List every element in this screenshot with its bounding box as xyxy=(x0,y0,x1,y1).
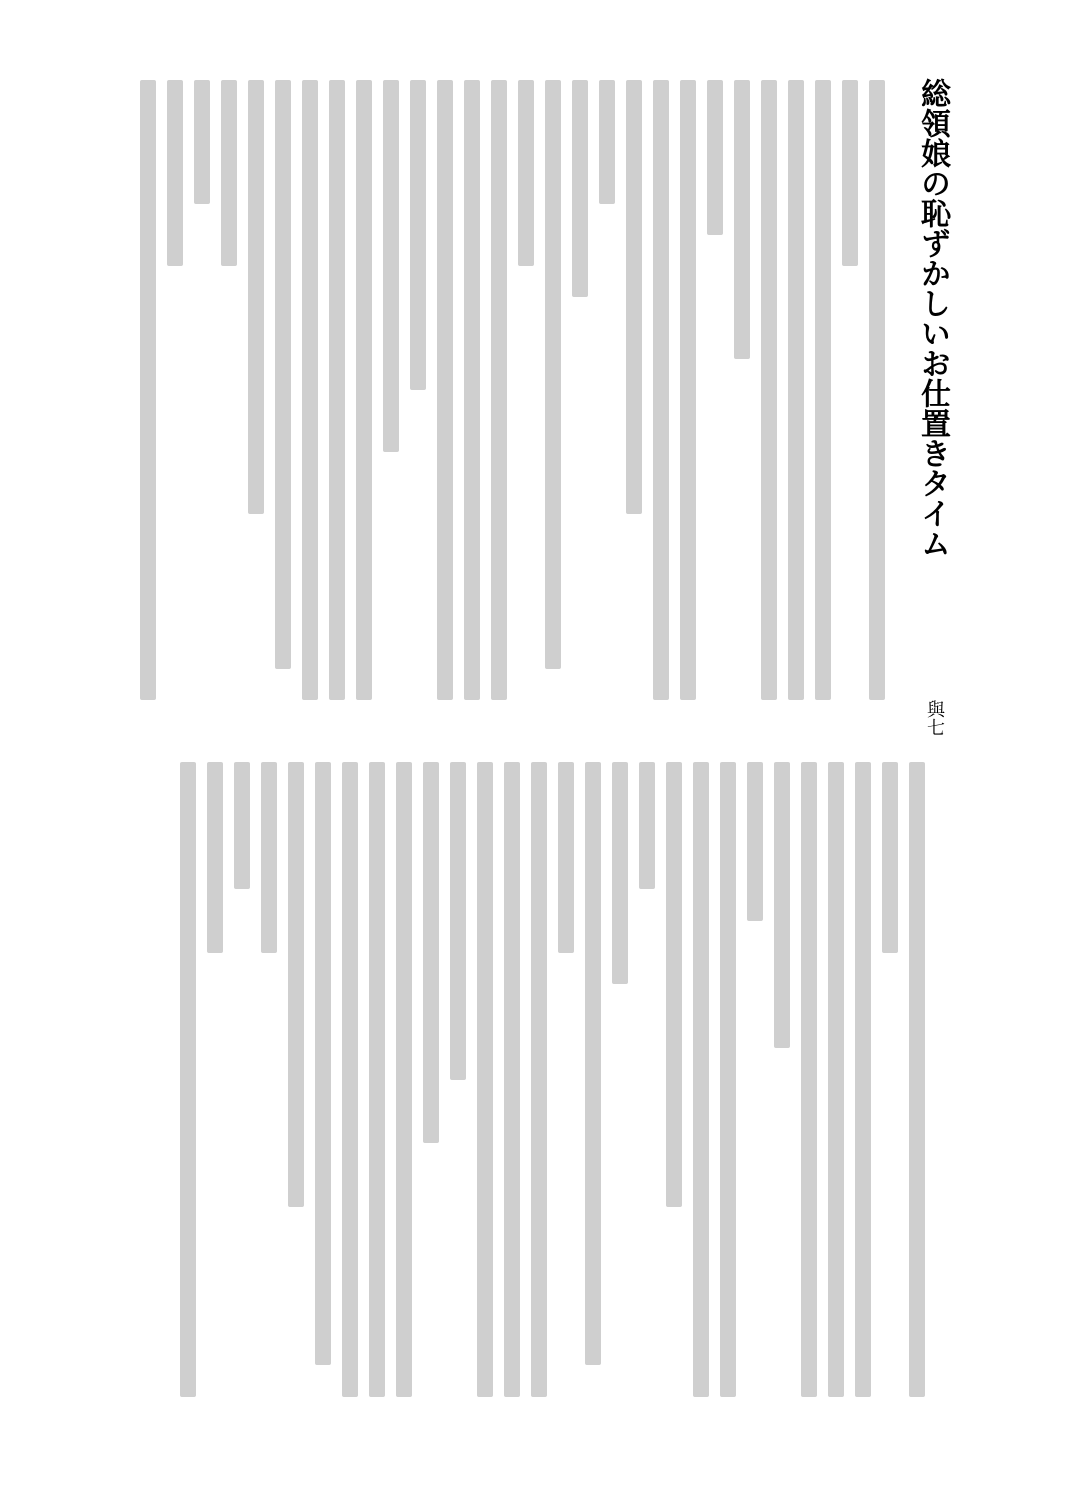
text-column xyxy=(701,80,728,710)
text-column xyxy=(282,762,309,1402)
text-column xyxy=(512,80,539,710)
text-column xyxy=(161,80,188,710)
text-column xyxy=(269,80,296,710)
text-column xyxy=(809,80,836,710)
page-title: 総領娘の恥ずかしいお仕置きタイム xyxy=(915,78,950,558)
text-column xyxy=(647,80,674,710)
text-column xyxy=(525,762,552,1402)
text-column xyxy=(404,80,431,710)
text-column xyxy=(755,80,782,710)
text-column xyxy=(350,80,377,710)
text-column xyxy=(458,80,485,710)
text-column xyxy=(579,762,606,1402)
text-column xyxy=(782,80,809,710)
text-column xyxy=(188,80,215,710)
body-text-lower xyxy=(160,762,930,1402)
text-column xyxy=(134,80,161,710)
text-column xyxy=(903,762,930,1402)
text-column xyxy=(242,80,269,710)
text-column xyxy=(620,80,647,710)
text-column xyxy=(849,762,876,1402)
text-column xyxy=(768,762,795,1402)
text-column xyxy=(377,80,404,710)
text-column xyxy=(741,762,768,1402)
text-column xyxy=(863,80,890,710)
text-column xyxy=(687,762,714,1402)
text-column xyxy=(606,762,633,1402)
text-column xyxy=(593,80,620,710)
text-column xyxy=(390,762,417,1402)
text-column xyxy=(323,80,350,710)
text-column xyxy=(296,80,323,710)
text-column xyxy=(255,762,282,1402)
text-column xyxy=(633,762,660,1402)
text-column xyxy=(215,80,242,710)
text-column xyxy=(228,762,255,1402)
text-column xyxy=(836,80,863,710)
text-column xyxy=(417,762,444,1402)
text-column xyxy=(201,762,228,1402)
text-column xyxy=(795,762,822,1402)
text-column xyxy=(471,762,498,1402)
text-column xyxy=(485,80,512,710)
text-column xyxy=(336,762,363,1402)
author-name: 與七 xyxy=(924,700,945,736)
text-column xyxy=(660,762,687,1402)
text-column xyxy=(822,762,849,1402)
text-column xyxy=(539,80,566,710)
text-column xyxy=(431,80,458,710)
text-column xyxy=(876,762,903,1402)
text-column xyxy=(674,80,701,710)
body-text-upper xyxy=(130,80,890,710)
text-column xyxy=(498,762,525,1402)
text-column xyxy=(552,762,579,1402)
text-column xyxy=(714,762,741,1402)
text-column xyxy=(363,762,390,1402)
text-column xyxy=(444,762,471,1402)
text-column xyxy=(728,80,755,710)
text-column xyxy=(566,80,593,710)
text-column xyxy=(309,762,336,1402)
text-column xyxy=(174,762,201,1402)
